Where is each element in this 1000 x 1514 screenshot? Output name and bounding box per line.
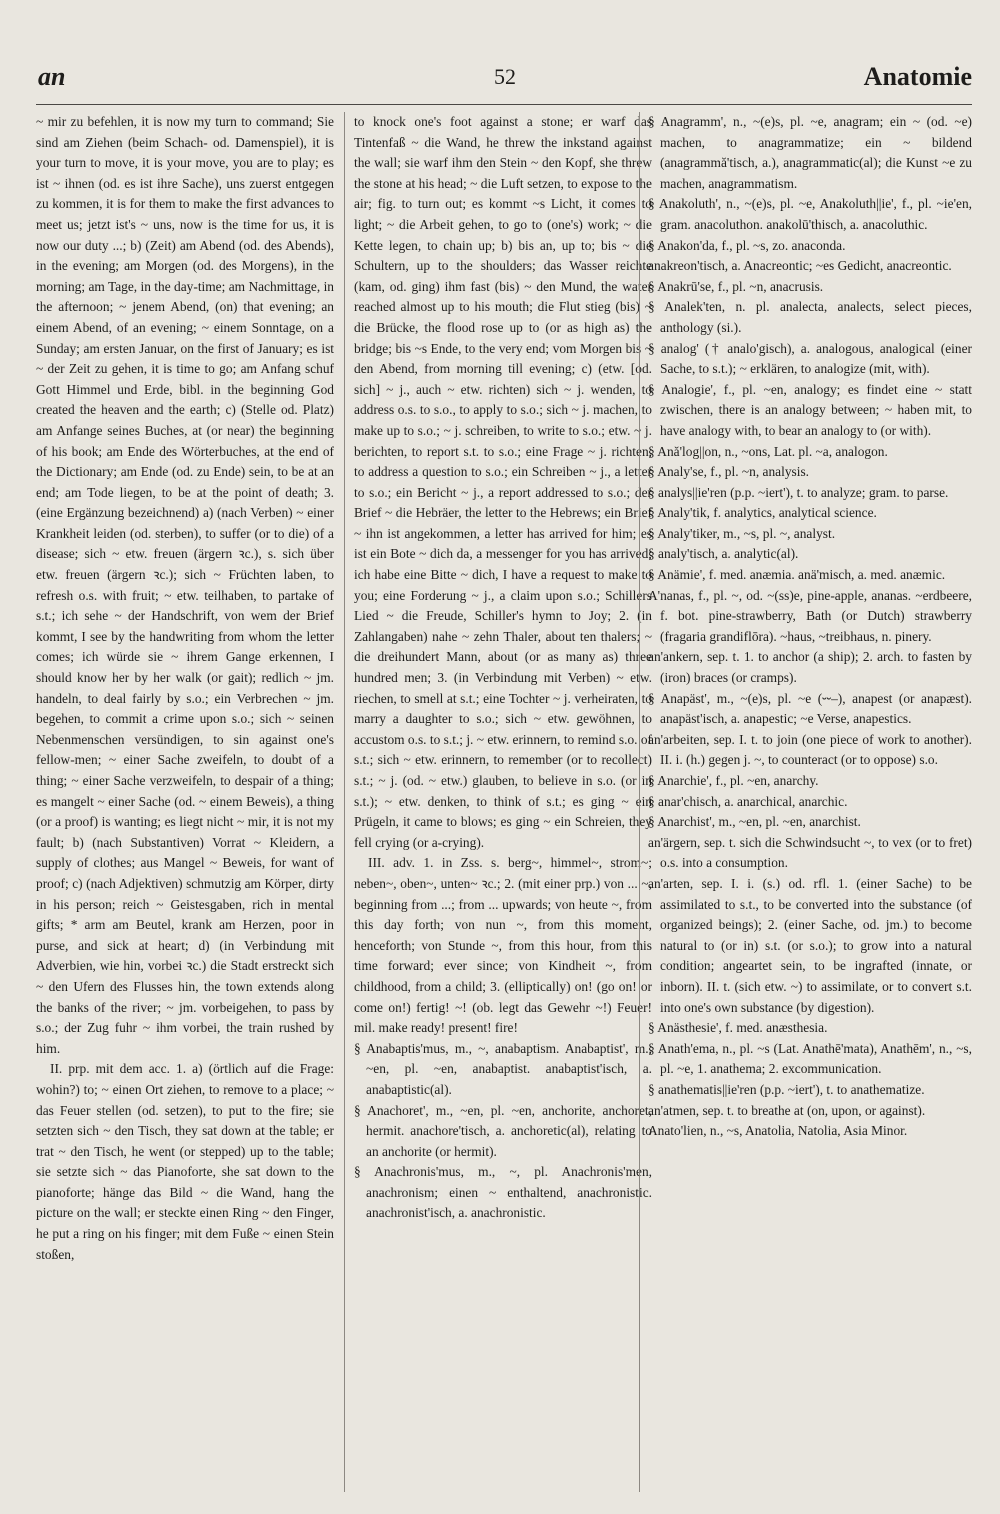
dictionary-entry: § analys||ie'ren (p.p. ~iert'), t. to analyze; gram. to parse. (648, 484, 949, 500)
dictionary-entry: anakreon'tisch, a. Anacreontic; ~es Gedicht, anacreontic. (648, 258, 952, 274)
dictionary-entry: § Anakon'da, f., pl. ~s, zo. anaconda. (648, 237, 846, 253)
dictionary-entry: an'ärgern, sep. t. sich die Schwindsucht ~, to vex (or to fret) o.s. into a consumption. (648, 834, 972, 871)
dictionary-entry: an'atmen, sep. t. to breathe at (on, upon, or against). (648, 1102, 926, 1118)
page-header (38, 62, 972, 98)
entry-paragraph: ~ mir zu befehlen, it is now my turn to command; Sie sind am Ziehen (beim Schach- od. Damenspiel), it is your turn to move, it is your move, you are to play; es ist ~ ihnen (od. es ist ihre Sache), uns zuerst entgegen zu kommen, it is for them to make the first advances to meet us; jetzt ist's ~ uns, now is the time for us, it is now our duty ...; b) (Zeit) am Abend (od. des Abends), in the evening; am Morgen (od. des Morgens), in the morning; am Tage, in the day-time; am Nachmittage, in the afternoon; ~ jenem Abend, (on) that evening; an einem Abend, of an evening; ~ einem Sonntage, on a Sunday; am ersten Januar, on the first of January; es ist ~ der Zeit zu gehen, it is time to go; am Anfang schuf Gott Himmel und Erde, bibl. in the beginning God created the heaven and the earth; c) (Stelle od. Platz) am Anfange seines Buches, at (or near) the beginning of his book; am Ende des Wörterbuches, at the end of the Dictionary; am Ende (od. zu Ende) sein, to be at an end; am Tode liegen, to be at the point of death; 3. (eine Ergänzung bezeichnend) a) (nach Verben) ~ einer Krankheit leiden (od. sterben), to suffer (or to die) of a disease; sich ~ etw. freuen (ärgern ꝛc.), s. sich über etw. freuen (ärgern ꝛc.); sich ~ Früchten laben, to refresh o.s. with fruit; ~ etw. teilhaben, to partake of s.t.; ich sehe ~ der Handschrift, von wem der Brief kommt, I see by the handwriting from whom the letter comes; ich würde sie ~ ihrem Gange erkennen, I should know her by her walk (or gait); redlich ~ jm. handeln, to deal fairly by s.o.; ein Verbrechen ~ jm. begehen, to commit a crime upon s.o.; sich ~ seinen Nebenmenschen versündigen, to sin against one's fellow-men; ~ einer Sache zweifeln, to doubt of a thing; ~ einer Sache verzweifeln, to despair of a thing; es mangelt ~ einer Sache (od. ~ einem Beweis), a thing (or a proof) is wanting; es liegt nicht ~ mir, it is not my fault; b) (nach Substantiven) Vorrat ~ Kleidern, a supply of clothes; aus Mangel ~ Beweis, for want of proof; c) (nach Adjektiven) schmutzig am Körper, dirty in his person; reich ~ Geistesgaben, rich in mental gifts; * arm am Beutel, krank am Herzen, poor in purse, and sick at heart; d) (in Verbindung mit Adverbien, wie hin, vorbei ꝛc.) die Stadt erstreckt sich ~ den Ufern des Flusses hin, the town extends along the banks of the river; ~ jm. vorbeigehen, to pass by s.o.; der Zug fuhr ~ ihm vorbei, the train rushed by him. (36, 114, 334, 1056)
dictionary-entry: § Anakoluth', n., ~(e)s, pl. ~e, Anakoluth||ie', f., pl. ~ie'en, gram. anacoluthon. anakolū'thisch, a. anacoluthic. (648, 196, 972, 232)
column-divider (639, 112, 640, 1492)
dictionary-entry: § Analogie', f., pl. ~en, analogy; es findet eine ~ statt zwischen, there is an analogy between; ~ haben mit, to have analogy with, to bear an analogy to (or with). (648, 381, 972, 438)
header-right-guideword: Anatomie (863, 62, 972, 91)
column-divider (344, 112, 345, 1492)
entry-paragraph: II. prp. mit dem acc. 1. a) (örtlich auf die Frage: wohin?) to; ~ einen Ort ziehen, to remove to a place; ~ das Feuer stellen (od. setzen), to put to the fire; sie setzten sich ~ den Tisch, they sat down at the table; er trat ~ den Tisch, he went (or stepped) up to the table; sie setzte sich ~ das Pianoforte, she sat down to the pianoforte; hänge das Bild ~ die Wand, hang the picture on the wall; er steckte einen Ring ~ den Finger, he put a ring on his finger; mit dem Fuße ~ einen Stein stoßen, (36, 1061, 334, 1262)
dictionary-entry: § anar'chisch, a. anarchical, anarchic. (648, 793, 848, 809)
dictionary-entry: § Anapäst', m., ~(e)s, pl. ~e (⏑⏑–), anapest (or anapæst). anapäst'isch, a. anapestic; ~e Verse, anapestics. (648, 690, 972, 727)
dictionary-entry: § Analy'tiker, m., ~s, pl. ~, analyst. (648, 525, 836, 541)
entry-paragraph: III. adv. 1. in Zss. s. berg~, himmel~, strom~; neben~, oben~, unten~ ꝛc.; 2. (mit einer prp.) von ... ~, beginning from ...; from ... upwards; von heute ~, from this day forth; von nun ~, from this moment, henceforth; von Stunde ~, from this hour, from this time forward; ever since; von Kindheit ~, from childhood, from a child; 3. (elliptically) on! (go on! or come on!) fertig! ~! (ob. legt das Gewehr ~!) Feuer! mil. make ready! present! fire! (354, 855, 652, 1036)
dictionary-entry: § anathematis||ie'ren (p.p. ~iert'), t. to anathematize. (648, 1081, 925, 1097)
dictionary-entry: § Anästhesie', f. med. anæsthesia. (648, 1020, 828, 1036)
dictionary-entry: an'ankern, sep. t. 1. to anchor (a ship); 2. arch. to fasten by (iron) braces (or cramps). (648, 649, 972, 686)
dictionary-entry: § Anath'ema, n., pl. ~s (Lat. Anathē'mata), Anathēm', n., ~s, pl. ~e, 1. anathema; 2. excommunication. (648, 1040, 972, 1077)
dictionary-entry: § Anagramm', n., ~(e)s, pl. ~e, anagram; ein ~ (od. ~e) machen, to anagrammatize; ein ~ bildend (anagrammă'tisch, a.), anagrammatic(al); die Kunst ~e zu machen, anagrammatism. (648, 114, 972, 191)
column-right (648, 112, 972, 1502)
page-number: 52 (494, 64, 516, 89)
column-middle (354, 112, 652, 1502)
dictionary-entry: § Anarchist', m., ~en, pl. ~en, anarchist. (648, 814, 861, 830)
dictionary-entry: § analog' († analo'gisch), a. analogous, analogical (einer Sache, to s.t.); ~ erklären, to analogize (mit, with). (648, 340, 972, 377)
dictionary-entry: § Anachronis'mus, m., ~, pl. Anachronis'men, anachronism; einen ~ enthaltend, anachronistic. anachronist'isch, a. anachronistic. (354, 1164, 652, 1221)
dictionary-entry: § Analy'tik, f. analytics, analytical science. (648, 505, 877, 521)
dictionary-entry: § Anarchie', f., pl. ~en, anarchy. (648, 773, 819, 788)
dictionary-entry: § Anachoret', m., ~en, pl. ~en, anchorite, anchoret, hermit. anachore'tisch, a. anchoretic(al), relating to an anchorite (or hermit). (354, 1102, 652, 1159)
header-left-guideword: an (38, 62, 66, 91)
header-rule (36, 104, 972, 105)
column-left (36, 112, 334, 1502)
dictionary-entry: § Analek'ten, n. pl. analecta, analects, select pieces, anthology (si.). (648, 299, 972, 335)
dictionary-entry: § Analy'se, f., pl. ~n, analysis. (648, 464, 810, 480)
dictionary-entry: § analy'tisch, a. analytic(al). (648, 546, 799, 562)
entry-paragraph: to knock one's foot against a stone; er warf das Tintenfaß ~ die Wand, he threw the inkstand against the wall; sie warf ihm den Stein ~ den Kopf, she threw the stone at his head; ~ die Luft setzen, to expose to the air; fig. to turn out; es kommt ~s Licht, it comes to light; ~ die Arbeit gehen, to go to (one's) work; ~ die Kette legen, to chain up; b) bis an, up to; bis ~ die Schultern, up to the shoulders; das Wasser reichte (kam, od. ging) ihm fast (bis) ~ den Mund, the water reached almost up to his mouth; die Flut stieg (bis) ~ die Brücke, the flood rose up to (or as high as) the bridge; bis ~s Ende, to the very end; vom Morgen bis ~ den Abend, from morning till evening; c) (etw. [od. sich] ~ j., auch ~ etw. richten) sich ~ j. wenden, to address o.s. to s.o., to apply to s.o.; sich ~ j. machen, to make up to s.o.; ~ j. schreiben, to write to s.o.; etw. ~ j. berichten, to report s.t. to s.o.; eine Frage ~ j. richten, to address a question to s.o.; ein Schreiben ~ j., a letter to s.o.; ein Bericht ~ j., a report addressed to s.o.; der Brief ~ die Hebräer, the letter to the Hebrews; ein Brief ~ ihn ist angekommen, a letter has arrived for him; es ist ein Bote ~ dich da, a messenger for you has arrived; ich habe eine Bitte ~ dich, I have a request to make to you; eine Forderung ~ j., a claim upon s.o.; Schillers Lied ~ die Freude, Schiller's hymn to Joy; 2. (in Zahlangaben) nahe ~ zehn Thaler, about ten thalers; ~ die dreihundert Mann, about (or as many as) three hundred men; 3. (in Verbindung mit Verben) ~ etw. riechen, to smell at s.t.; eine Tochter ~ j. verheiraten, to marry a daughter to s.o.; sich ~ etw. gewöhnen, to accustom o.s. to s.t.; j. ~ etw. erinnern, to remind s.o. of s.t.; sich ~ etw. erinnern, to remember (or to recollect) s.t.; ~ j. (od. ~ etw.) glauben, to believe in s.o. (or in s.t.); ~ etw. denken, to think of s.t.; es ging ~ ein Prügeln, it came to blows; es ging ~ ein Schreien, they fell crying (or a-crying). (354, 114, 652, 850)
dictionary-entry: § Anabaptis'mus, m., ~, anabaptism. Anabaptist', m., ~en, pl. ~en, anabaptist. anabaptist'isch, a. anabaptistic(al). (354, 1040, 652, 1097)
dictionary-entry: § Anämie', f. med. anæmia. anä'misch, a. med. anæmic. (648, 567, 946, 583)
dictionary-entry: Anato'lien, n., ~s, Anatolia, Natolia, Asia Minor. (648, 1123, 908, 1139)
dictionary-entry: A'nanas, f., pl. ~, od. ~(ss)e, pine-apple, ananas. ~erdbeere, f. bot. pine-strawberry, Bath (or Dutch) strawberry (fragaria grandiflōra). ~haus, ~treibhaus, n. pinery. (648, 587, 972, 644)
dictionary-entry: § Anakrū'se, f., pl. ~n, anacrusis. (648, 278, 824, 294)
dictionary-entry: an'arten, sep. I. i. (s.) od. rfl. 1. (einer Sache) to be assimilated to s.t., to be converted into the substance (of organized beings); 2. (einer Sache, od. jm.) to become natural to (or in) s.t. (or s.o.); to grow into a natural condition; angeartet sein, to be ingrafted (innate, or inborn). II. t. (sich etw. ~) to assimilate, or to convert s.t. into one's own substance (by digestion). (648, 875, 972, 1015)
dictionary-entry: an'arbeiten, sep. I. t. to join (one piece of work to another). II. i. (h.) gegen j. ~, to counteract (or to oppose) s.o. (648, 731, 972, 768)
dictionary-entry: § Ană'log||on, n., ~ons, Lat. pl. ~a, analogon. (648, 443, 888, 459)
